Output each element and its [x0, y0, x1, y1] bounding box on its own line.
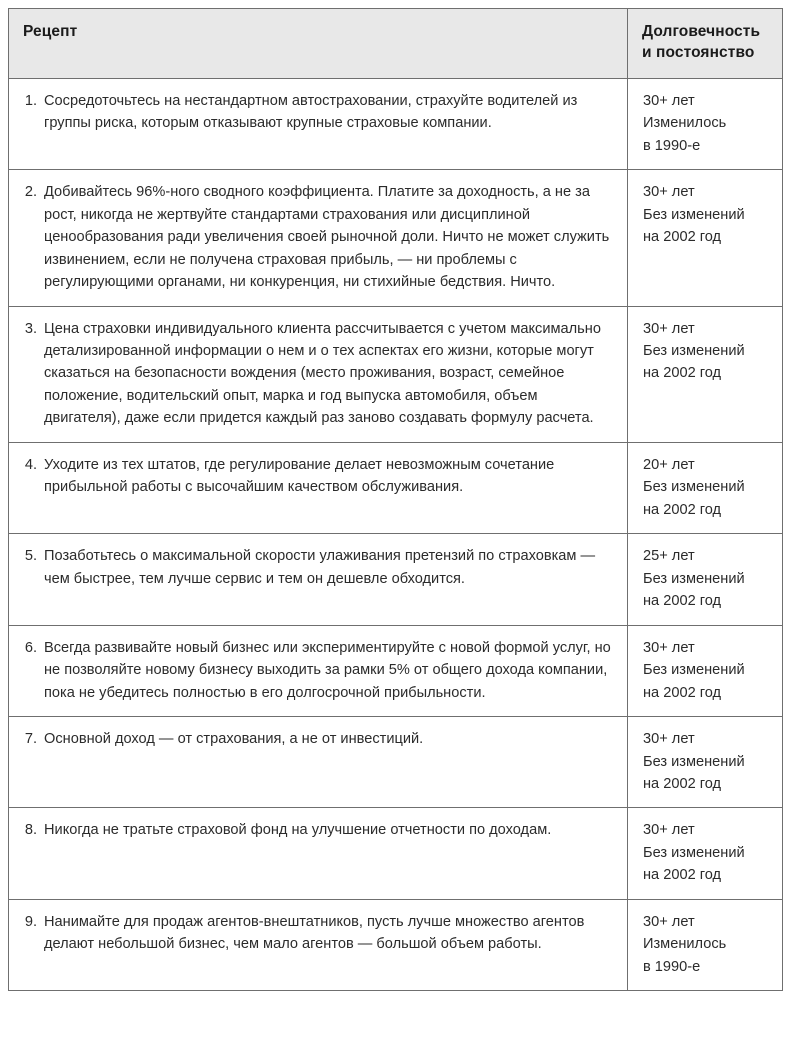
durability-line-1: 30+ лет — [643, 320, 695, 337]
recipe-item-number: 3. — [24, 320, 37, 337]
durability-line-3: на 2002 год — [643, 684, 722, 701]
durability-line-1: 30+ лет — [643, 822, 695, 839]
durability-line-3: на 2002 год — [643, 593, 722, 610]
durability-cell — [628, 717, 783, 808]
table-row — [9, 625, 783, 716]
durability-line-3: на 2002 год — [643, 776, 722, 792]
durability-line-2: Без изменений — [643, 206, 745, 223]
durability-line-1: 25+ лет — [643, 548, 695, 565]
recipe-item-number: 5. — [24, 548, 37, 565]
recipe-item — [9, 911, 611, 956]
durability-line-1: 30+ лет — [643, 639, 695, 656]
table-row — [9, 442, 783, 533]
recipe-item-number: 7. — [24, 731, 37, 748]
column-header-durability-label-line1: Долговечность — [642, 23, 761, 40]
recipe-cell — [9, 170, 628, 306]
recipe-item-text: Нанимайте для продаж агентов-внештатников, пусть лучше множество агентов делают небольшой бизнес, чем мало агентов — большой объем работы. — [44, 913, 585, 953]
durability-line-1: 20+ лет — [643, 456, 695, 473]
durability-cell — [628, 170, 783, 306]
table-row — [9, 534, 783, 625]
recipe-cell — [9, 808, 628, 899]
recipe-cell — [9, 78, 628, 169]
durability-line-3: на 2002 год — [643, 365, 722, 382]
recipe-item-number: 2. — [24, 184, 37, 201]
table-row — [9, 170, 783, 306]
column-header-durability — [628, 9, 783, 79]
header-row — [9, 9, 783, 79]
durability-line-1: 30+ лет — [643, 92, 695, 109]
recipe-item-number: 9. — [24, 913, 37, 930]
durability-line-1: 30+ лет — [643, 184, 695, 201]
column-header-recipe-label: Рецепт — [23, 23, 78, 40]
durability-cell — [628, 306, 783, 442]
recipe-cell — [9, 625, 628, 716]
recipe-item-number: 4. — [24, 456, 37, 473]
durability-line-3: в 1990-е — [643, 958, 701, 975]
durability-line-2: Без изменений — [643, 479, 745, 496]
table-row — [9, 808, 783, 899]
durability-line-2: Без изменений — [643, 753, 745, 770]
durability-line-3: в 1990-е — [643, 137, 701, 154]
recipe-item — [9, 637, 611, 704]
durability-line-2: Без изменений — [643, 662, 745, 679]
table-body — [9, 78, 783, 991]
recipe-cell — [9, 534, 628, 625]
recipe-item — [9, 90, 611, 135]
column-header-recipe — [9, 9, 628, 79]
table-row — [9, 306, 783, 442]
durability-line-2: Без изменений — [643, 570, 745, 587]
recipe-item-number: 8. — [24, 822, 37, 839]
durability-line-3: на 2002 год — [643, 501, 722, 518]
recipe-item — [9, 454, 611, 499]
durability-cell — [628, 625, 783, 716]
recipe-item — [9, 318, 611, 430]
durability-line-2: Без изменений — [643, 342, 745, 359]
durability-cell — [628, 78, 783, 169]
recipe-cell — [9, 899, 628, 990]
column-header-durability-label-line2: и постоянство — [642, 44, 755, 62]
recipe-item-text: Никогда не тратьте страховой фонд на улучшение отчетности по доходам. — [44, 822, 552, 839]
durability-line-1: 30+ лет — [643, 913, 695, 930]
recipes-durability-table — [8, 8, 783, 991]
durability-cell — [628, 808, 783, 899]
recipe-item-text: Цена страховки индивидуального клиента рассчитывается с учетом максимально детализированной информации о нем и о тех аспектах его жизни, которые могут сказаться на безопасности вождения (место проживания, возраст, семейное положение, водительский опыт, марка и год выпуска автомобиля, объем двигателя), даже если придется каждый раз заново создавать формулу расчета. — [44, 320, 601, 427]
table-row — [9, 78, 783, 169]
recipe-item-number: 1. — [24, 92, 37, 109]
durability-line-2: Изменилось — [643, 115, 727, 132]
durability-line-1: 30+ лет — [643, 731, 695, 748]
recipe-item-text: Всегда развивайте новый бизнес или экспериментируйте с новой формой услуг, но не позволяйте новому бизнесу выходить за рамки 5% от общего дохода компании, пока не убедитесь полностью в его долгосрочной прибыльности. — [44, 639, 611, 701]
table-row — [9, 899, 783, 990]
recipe-item-number: 6. — [24, 639, 37, 656]
recipe-cell — [9, 717, 628, 808]
durability-cell — [628, 534, 783, 625]
durability-line-2: Без изменений — [643, 844, 745, 861]
recipe-item-text: Добивайтесь 96%-ного сводного коэффициента. Платите за доходность, а не за рост, никогда не жертвуйте стандартами страхования или дисциплиной ценообразования ради увеличения своей рыночной доли. Ничто не может служить извинением, если не получена страховая прибыль, — ни проблемы с регулирующими органами, ни конкуренция, ни стихийные бедствия. Ничто. — [44, 184, 610, 291]
recipe-item — [9, 545, 611, 590]
recipe-item-text: Основной доход — от страхования, а не от инвестиций. — [44, 731, 424, 748]
recipe-cell — [9, 306, 628, 442]
recipe-cell — [9, 442, 628, 533]
table-row — [9, 717, 783, 808]
durability-line-3: на 2002 год — [643, 229, 722, 246]
durability-cell — [628, 442, 783, 533]
recipe-item — [9, 819, 611, 841]
table-header — [9, 9, 783, 79]
durability-line-2: Изменилось — [643, 936, 727, 953]
recipe-item-text: Сосредоточьтесь на нестандартном автостраховании, страхуйте водителей из группы риска, которым отказывают крупные страховые компании. — [44, 92, 578, 132]
durability-cell — [628, 899, 783, 990]
durability-line-3: на 2002 год — [643, 867, 722, 884]
recipe-item — [9, 728, 611, 750]
recipe-item-text: Уходите из тех штатов, где регулирование делает невозможным сочетание прибыльной работы с высочайшим качеством обслуживания. — [44, 456, 555, 496]
recipe-item-text: Позаботьтесь о максимальной скорости улаживания претензий по страховкам — чем быстрее, тем лучше сервис и тем он дешевле обходится. — [44, 548, 596, 587]
recipe-item — [9, 181, 611, 293]
